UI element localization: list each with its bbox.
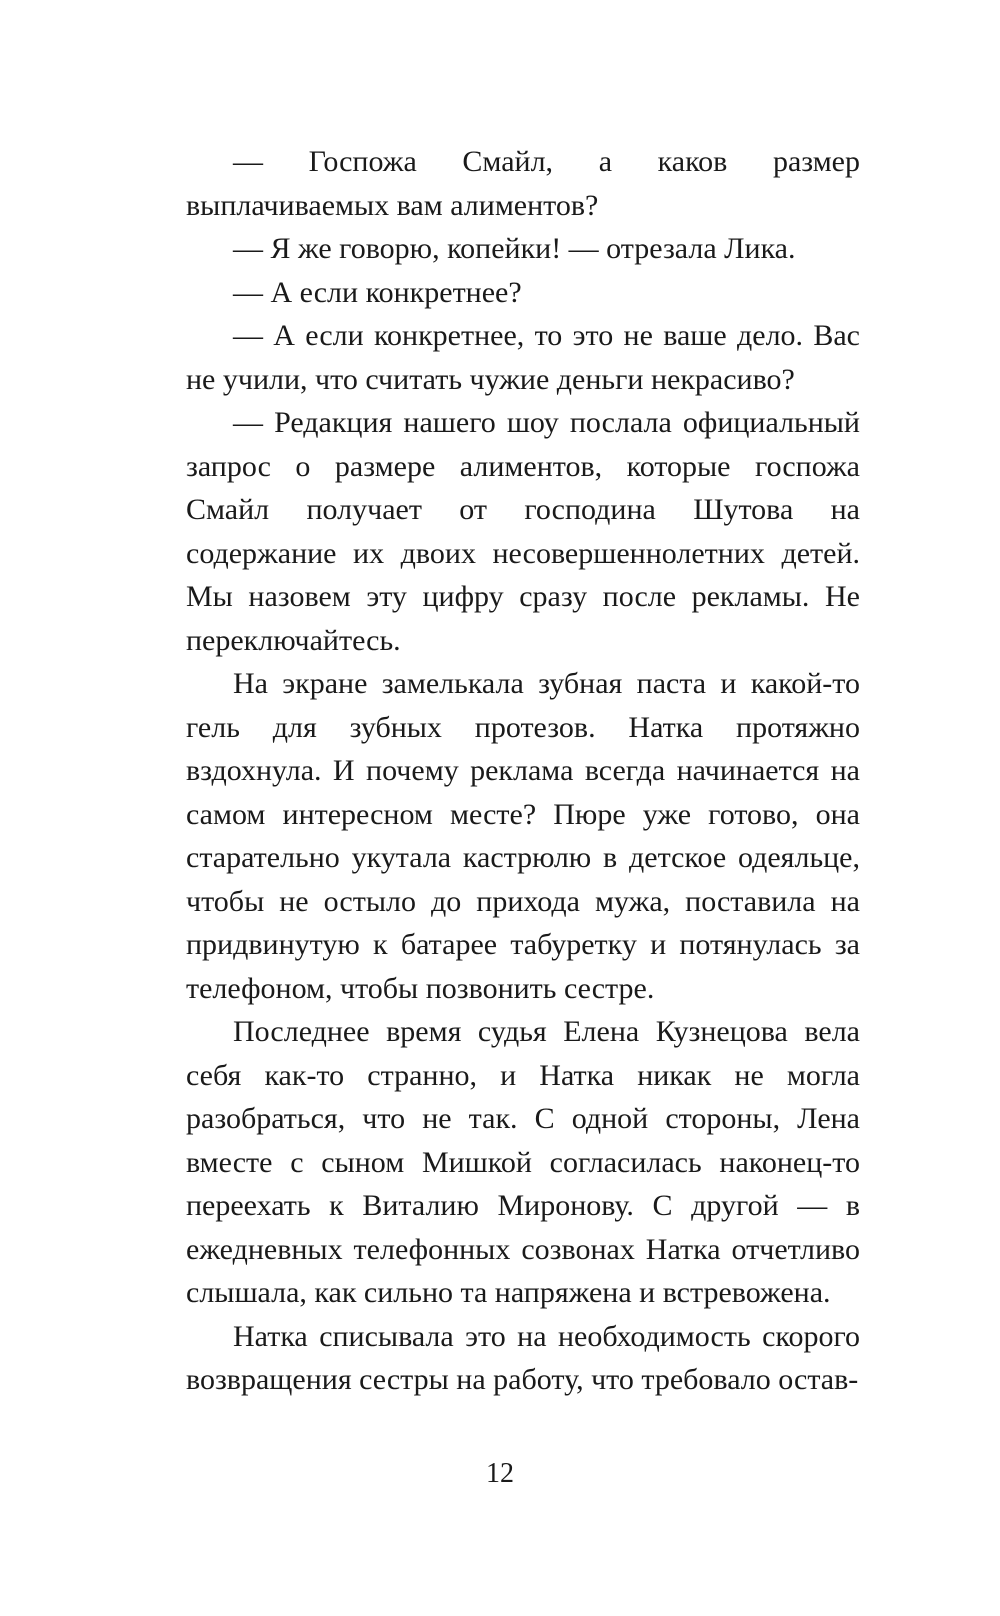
paragraph-2: — Я же говорю, копейки! — отрезала Лика. (233, 232, 796, 265)
page-number: 12 (486, 1458, 514, 1489)
body-text (186, 140, 860, 1402)
paragraph-6: На экране замелькала зубная паста и какой-то гель для зубных протезов. Натка протяжно вздохнула. И почему реклама всегда начинается на самом интересном месте? Пюре уже готово, она старательно укутала кастрюлю в детское одеяльце, чтобы не остыло до прихода мужа, поставила на придвинутую к батарее табуретку и потянулась за телефоном, чтобы позвонить сестре. (186, 667, 860, 1005)
paragraph-3: — А если конкретнее? (233, 275, 522, 309)
paragraph-5: — Редакция нашего шоу послала официальный запрос о размере алиментов, которые госпожа Смайл получает от господина Шутова на содержание их двоих несовершеннолетних детей. Мы назовем эту цифру сразу после рекламы. Не переключайтесь. (186, 406, 860, 657)
paragraph-7: Последнее время судья Елена Кузнецова вела себя как-то странно, и Натка никак не могла разобраться, что не так. С одной стороны, Лена вместе с сыном Мишкой согласилась наконец-то переехать к Виталию Миронову. С другой — в ежедневных телефонных созвонах Натка отчетливо слышала, как сильно та напряжена и встревожена. (186, 1015, 860, 1309)
paragraph-8: Натка списывала это на необходимость скорого возвращения сестры на работу, что требовало остав- (186, 1319, 860, 1396)
paragraph-4: — А если конкретнее, то это не ваше дело. Вас не учили, что считать чужие деньги некрасиво? (186, 319, 860, 396)
paragraph-1: — Госпожа Смайл, а каков размер выплачиваемых вам алиментов? (186, 145, 860, 222)
